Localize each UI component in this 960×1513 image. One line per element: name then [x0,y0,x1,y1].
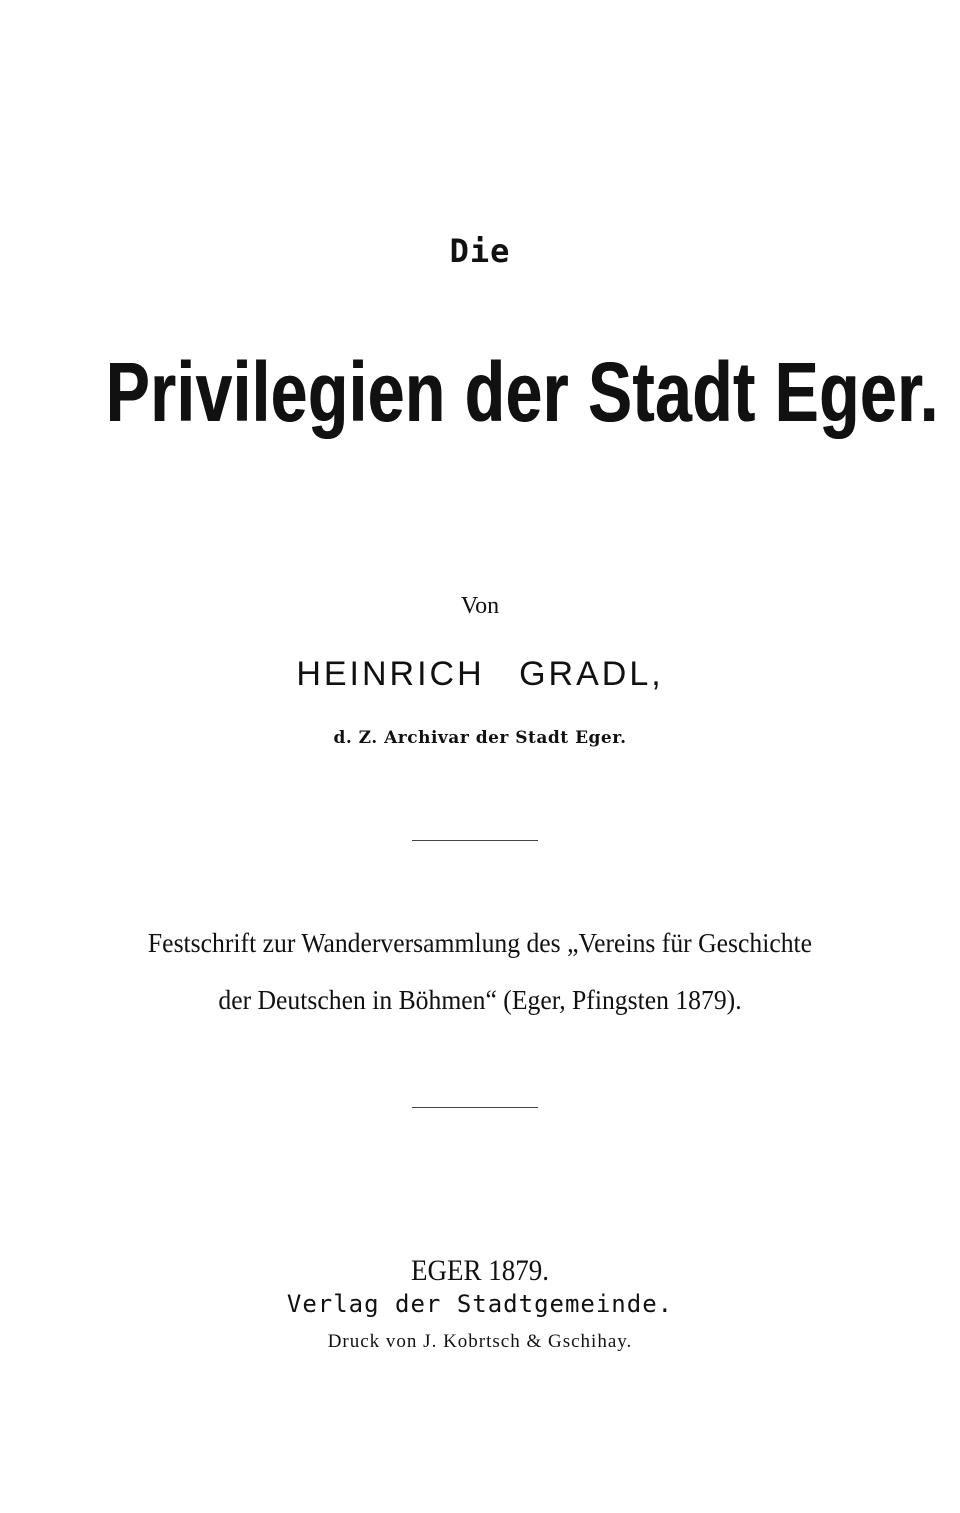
by-line: Von [460,593,500,619]
festschrift-line-1: Festschrift zur Wanderversammlung des „Vereins für Geschichte [147,928,813,958]
book-title: Privilegien der Stadt Eger. [105,345,939,439]
title-article: Die [449,232,511,270]
divider-rule [412,840,538,841]
imprint-publisher: Verlag der Stadtgemeinde. [286,1290,674,1318]
imprint-printer: Druck von J. Kobrtsch & Gschihay. [327,1331,633,1352]
divider-rule [412,1107,538,1108]
festschrift-line-2: der Deutschen in Böhmen“ (Eger, Pfingsten 1879). [218,985,742,1015]
author-role: d. Z. Archivar der Stadt Eger. [333,728,627,748]
author-name: HEINRICH GRADL, [296,655,664,693]
imprint-place-year: EGER 1879. [410,1254,549,1287]
